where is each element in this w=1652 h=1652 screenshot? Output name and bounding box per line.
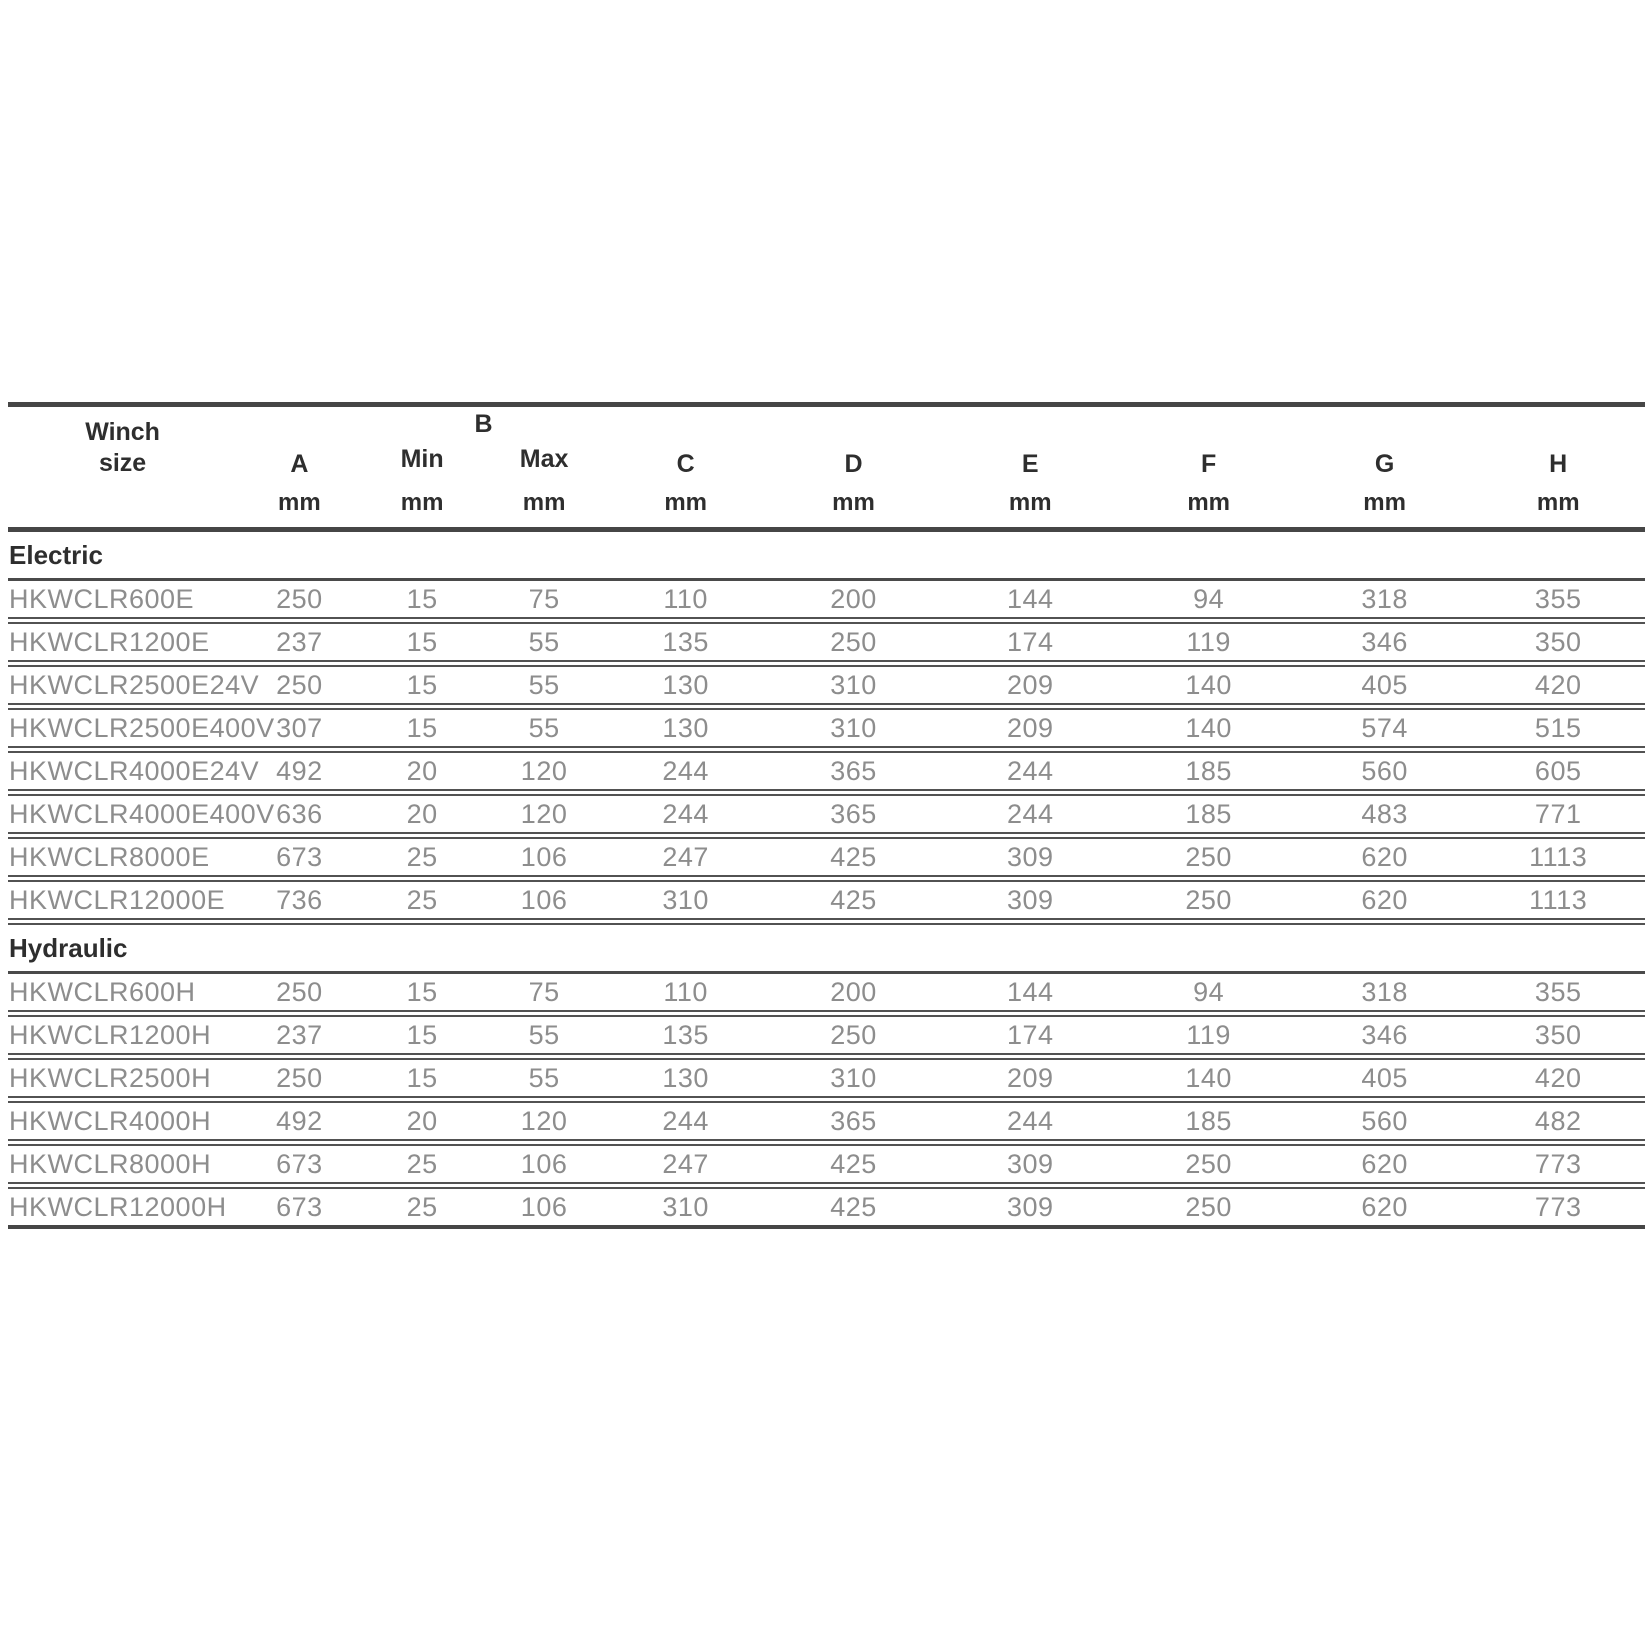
value-cell-d: 425 bbox=[766, 836, 941, 879]
value-cell-b-min: 20 bbox=[362, 793, 483, 836]
value-cell-e: 309 bbox=[941, 1186, 1119, 1228]
value-cell-b-min: 15 bbox=[362, 1014, 483, 1057]
unit-cell: mm bbox=[522, 489, 566, 516]
unit-cell: mm bbox=[400, 489, 444, 516]
table-row bbox=[8, 707, 1645, 750]
value-cell-g: 620 bbox=[1298, 836, 1472, 879]
model-cell: HKWCLR4000E400V bbox=[8, 793, 237, 836]
table-row bbox=[8, 750, 1645, 793]
value-cell-d: 365 bbox=[766, 1100, 941, 1143]
value-cell-b-max: 55 bbox=[483, 621, 606, 664]
value-cell-c: 135 bbox=[605, 621, 765, 664]
model-cell: HKWCLR12000E bbox=[8, 879, 237, 922]
value-cell-a: 673 bbox=[237, 1186, 361, 1228]
value-cell-b-min: 15 bbox=[362, 664, 483, 707]
col-header-d: D bbox=[844, 450, 863, 478]
col-header-f: F bbox=[1201, 450, 1217, 478]
unit-cell: mm bbox=[1536, 489, 1580, 516]
table-row bbox=[8, 793, 1645, 836]
value-cell-f: 140 bbox=[1119, 707, 1297, 750]
value-cell-h: 605 bbox=[1471, 750, 1645, 793]
value-cell-d: 425 bbox=[766, 1143, 941, 1186]
unit-cell: mm bbox=[1008, 489, 1052, 516]
value-cell-h: 350 bbox=[1471, 621, 1645, 664]
value-cell-e: 144 bbox=[941, 580, 1119, 621]
value-cell-a: 736 bbox=[237, 879, 361, 922]
col-header-g: G bbox=[1374, 450, 1395, 478]
value-cell-f: 185 bbox=[1119, 793, 1297, 836]
section-header-hydraulic: Hydraulic bbox=[8, 922, 1645, 973]
value-cell-h: 773 bbox=[1471, 1143, 1645, 1186]
value-cell-e: 309 bbox=[941, 1143, 1119, 1186]
col-header-a: A bbox=[290, 450, 309, 478]
value-cell-g: 346 bbox=[1298, 1014, 1472, 1057]
col-header-winch-size bbox=[8, 405, 237, 480]
value-cell-e: 174 bbox=[941, 1014, 1119, 1057]
value-cell-b-max: 55 bbox=[483, 1057, 606, 1100]
units-row bbox=[8, 479, 1645, 530]
value-cell-b-min: 15 bbox=[362, 707, 483, 750]
value-cell-d: 200 bbox=[766, 580, 941, 621]
model-cell: HKWCLR4000E24V bbox=[8, 750, 237, 793]
value-cell-g: 346 bbox=[1298, 621, 1472, 664]
value-cell-h: 420 bbox=[1471, 664, 1645, 707]
value-cell-d: 310 bbox=[766, 664, 941, 707]
value-cell-d: 365 bbox=[766, 793, 941, 836]
unit-cell: mm bbox=[1187, 489, 1231, 516]
value-cell-a: 237 bbox=[237, 1014, 361, 1057]
table-row bbox=[8, 1143, 1645, 1186]
unit-cell: mm bbox=[664, 489, 708, 516]
model-cell: HKWCLR600E bbox=[8, 580, 237, 621]
value-cell-f: 250 bbox=[1119, 836, 1297, 879]
table-row bbox=[8, 836, 1645, 879]
value-cell-d: 310 bbox=[766, 1057, 941, 1100]
value-cell-f: 140 bbox=[1119, 1057, 1297, 1100]
unit-cell-empty bbox=[8, 479, 237, 530]
value-cell-c: 130 bbox=[605, 664, 765, 707]
value-cell-g: 483 bbox=[1298, 793, 1472, 836]
value-cell-a: 250 bbox=[237, 973, 361, 1014]
value-cell-b-min: 25 bbox=[362, 1143, 483, 1186]
value-cell-e: 244 bbox=[941, 750, 1119, 793]
winch-size-line1: Winch bbox=[85, 417, 160, 446]
value-cell-a: 307 bbox=[237, 707, 361, 750]
col-header-h: H bbox=[1549, 450, 1568, 478]
value-cell-f: 250 bbox=[1119, 879, 1297, 922]
model-cell: HKWCLR2500E24V bbox=[8, 664, 237, 707]
model-cell: HKWCLR600H bbox=[8, 973, 237, 1014]
table-row bbox=[8, 973, 1645, 1014]
col-header-c: C bbox=[676, 450, 695, 478]
value-cell-c: 310 bbox=[605, 879, 765, 922]
model-cell: HKWCLR1200E bbox=[8, 621, 237, 664]
value-cell-d: 365 bbox=[766, 750, 941, 793]
unit-cell: mm bbox=[832, 489, 875, 516]
value-cell-c: 247 bbox=[605, 1143, 765, 1186]
value-cell-f: 119 bbox=[1119, 621, 1297, 664]
value-cell-f: 185 bbox=[1119, 750, 1297, 793]
value-cell-a: 673 bbox=[237, 1143, 361, 1186]
value-cell-g: 405 bbox=[1298, 664, 1472, 707]
value-cell-e: 309 bbox=[941, 836, 1119, 879]
value-cell-a: 250 bbox=[237, 1057, 361, 1100]
value-cell-b-max: 106 bbox=[483, 1186, 606, 1228]
value-cell-a: 250 bbox=[237, 664, 361, 707]
value-cell-a: 250 bbox=[237, 580, 361, 621]
value-cell-c: 244 bbox=[605, 1100, 765, 1143]
value-cell-f: 119 bbox=[1119, 1014, 1297, 1057]
unit-cell: mm bbox=[278, 489, 321, 516]
model-cell: HKWCLR8000E bbox=[8, 836, 237, 879]
value-cell-f: 94 bbox=[1119, 973, 1297, 1014]
model-cell: HKWCLR8000H bbox=[8, 1143, 237, 1186]
col-header-b-min: Min bbox=[400, 444, 444, 473]
table-row bbox=[8, 879, 1645, 922]
value-cell-e: 209 bbox=[941, 1057, 1119, 1100]
value-cell-c: 244 bbox=[605, 750, 765, 793]
unit-cell: mm bbox=[1363, 489, 1406, 516]
value-cell-c: 110 bbox=[605, 973, 765, 1014]
value-cell-g: 318 bbox=[1298, 580, 1472, 621]
value-cell-b-min: 15 bbox=[362, 621, 483, 664]
value-cell-a: 492 bbox=[237, 750, 361, 793]
value-cell-b-max: 106 bbox=[483, 879, 606, 922]
value-cell-h: 771 bbox=[1471, 793, 1645, 836]
value-cell-c: 247 bbox=[605, 836, 765, 879]
value-cell-d: 310 bbox=[766, 707, 941, 750]
value-cell-b-min: 25 bbox=[362, 836, 483, 879]
table-header bbox=[8, 405, 1645, 530]
value-cell-h: 515 bbox=[1471, 707, 1645, 750]
value-cell-g: 318 bbox=[1298, 973, 1472, 1014]
value-cell-a: 237 bbox=[237, 621, 361, 664]
value-cell-b-min: 15 bbox=[362, 973, 483, 1014]
value-cell-g: 620 bbox=[1298, 1143, 1472, 1186]
value-cell-b-max: 75 bbox=[483, 580, 606, 621]
value-cell-e: 244 bbox=[941, 1100, 1119, 1143]
value-cell-c: 244 bbox=[605, 793, 765, 836]
value-cell-b-max: 55 bbox=[483, 1014, 606, 1057]
value-cell-g: 620 bbox=[1298, 879, 1472, 922]
value-cell-b-max: 106 bbox=[483, 836, 606, 879]
section-header-row bbox=[8, 922, 1645, 973]
model-cell: HKWCLR1200H bbox=[8, 1014, 237, 1057]
col-header-e: E bbox=[1021, 450, 1039, 478]
table-row bbox=[8, 664, 1645, 707]
value-cell-b-min: 15 bbox=[362, 580, 483, 621]
value-cell-e: 144 bbox=[941, 973, 1119, 1014]
value-cell-b-max: 55 bbox=[483, 664, 606, 707]
value-cell-h: 1113 bbox=[1471, 879, 1645, 922]
value-cell-b-max: 55 bbox=[483, 707, 606, 750]
table-row bbox=[8, 1014, 1645, 1057]
value-cell-c: 130 bbox=[605, 1057, 765, 1100]
winch-size-line2: size bbox=[98, 448, 147, 477]
value-cell-h: 773 bbox=[1471, 1186, 1645, 1228]
value-cell-h: 420 bbox=[1471, 1057, 1645, 1100]
value-cell-b-min: 25 bbox=[362, 1186, 483, 1228]
value-cell-g: 560 bbox=[1298, 750, 1472, 793]
value-cell-e: 174 bbox=[941, 621, 1119, 664]
value-cell-b-min: 20 bbox=[362, 1100, 483, 1143]
model-cell: HKWCLR2500E400V bbox=[8, 707, 237, 750]
value-cell-c: 135 bbox=[605, 1014, 765, 1057]
winch-dimensions-table-wrap bbox=[8, 402, 1645, 1229]
table-row bbox=[8, 1057, 1645, 1100]
table-row bbox=[8, 580, 1645, 621]
value-cell-e: 244 bbox=[941, 793, 1119, 836]
value-cell-d: 250 bbox=[766, 621, 941, 664]
value-cell-b-max: 106 bbox=[483, 1143, 606, 1186]
table-row bbox=[8, 1186, 1645, 1228]
value-cell-c: 110 bbox=[605, 580, 765, 621]
value-cell-g: 620 bbox=[1298, 1186, 1472, 1228]
value-cell-b-min: 20 bbox=[362, 750, 483, 793]
value-cell-d: 425 bbox=[766, 879, 941, 922]
value-cell-b-max: 120 bbox=[483, 750, 606, 793]
model-cell: HKWCLR2500H bbox=[8, 1057, 237, 1100]
value-cell-a: 636 bbox=[237, 793, 361, 836]
value-cell-g: 574 bbox=[1298, 707, 1472, 750]
value-cell-f: 94 bbox=[1119, 580, 1297, 621]
value-cell-c: 310 bbox=[605, 1186, 765, 1228]
value-cell-a: 492 bbox=[237, 1100, 361, 1143]
value-cell-b-max: 75 bbox=[483, 973, 606, 1014]
value-cell-f: 250 bbox=[1119, 1186, 1297, 1228]
value-cell-e: 309 bbox=[941, 879, 1119, 922]
value-cell-f: 250 bbox=[1119, 1143, 1297, 1186]
value-cell-h: 350 bbox=[1471, 1014, 1645, 1057]
value-cell-f: 185 bbox=[1119, 1100, 1297, 1143]
value-cell-g: 405 bbox=[1298, 1057, 1472, 1100]
value-cell-h: 355 bbox=[1471, 973, 1645, 1014]
table-body bbox=[8, 530, 1645, 1228]
value-cell-h: 1113 bbox=[1471, 836, 1645, 879]
model-cell: HKWCLR4000H bbox=[8, 1100, 237, 1143]
value-cell-c: 130 bbox=[605, 707, 765, 750]
value-cell-h: 482 bbox=[1471, 1100, 1645, 1143]
value-cell-d: 425 bbox=[766, 1186, 941, 1228]
col-header-b: B bbox=[474, 410, 493, 438]
value-cell-g: 560 bbox=[1298, 1100, 1472, 1143]
col-header-b-max: Max bbox=[519, 444, 569, 473]
value-cell-b-max: 120 bbox=[483, 793, 606, 836]
value-cell-e: 209 bbox=[941, 664, 1119, 707]
value-cell-d: 250 bbox=[766, 1014, 941, 1057]
table-row bbox=[8, 621, 1645, 664]
value-cell-b-min: 15 bbox=[362, 1057, 483, 1100]
value-cell-a: 673 bbox=[237, 836, 361, 879]
value-cell-f: 140 bbox=[1119, 664, 1297, 707]
value-cell-b-max: 120 bbox=[483, 1100, 606, 1143]
value-cell-d: 200 bbox=[766, 973, 941, 1014]
model-cell: HKWCLR12000H bbox=[8, 1186, 237, 1228]
value-cell-h: 355 bbox=[1471, 580, 1645, 621]
value-cell-b-min: 25 bbox=[362, 879, 483, 922]
section-header-row bbox=[8, 530, 1645, 580]
value-cell-e: 209 bbox=[941, 707, 1119, 750]
winch-dimensions-table bbox=[8, 402, 1645, 1229]
table-row bbox=[8, 1100, 1645, 1143]
section-header-electric: Electric bbox=[8, 530, 1645, 580]
